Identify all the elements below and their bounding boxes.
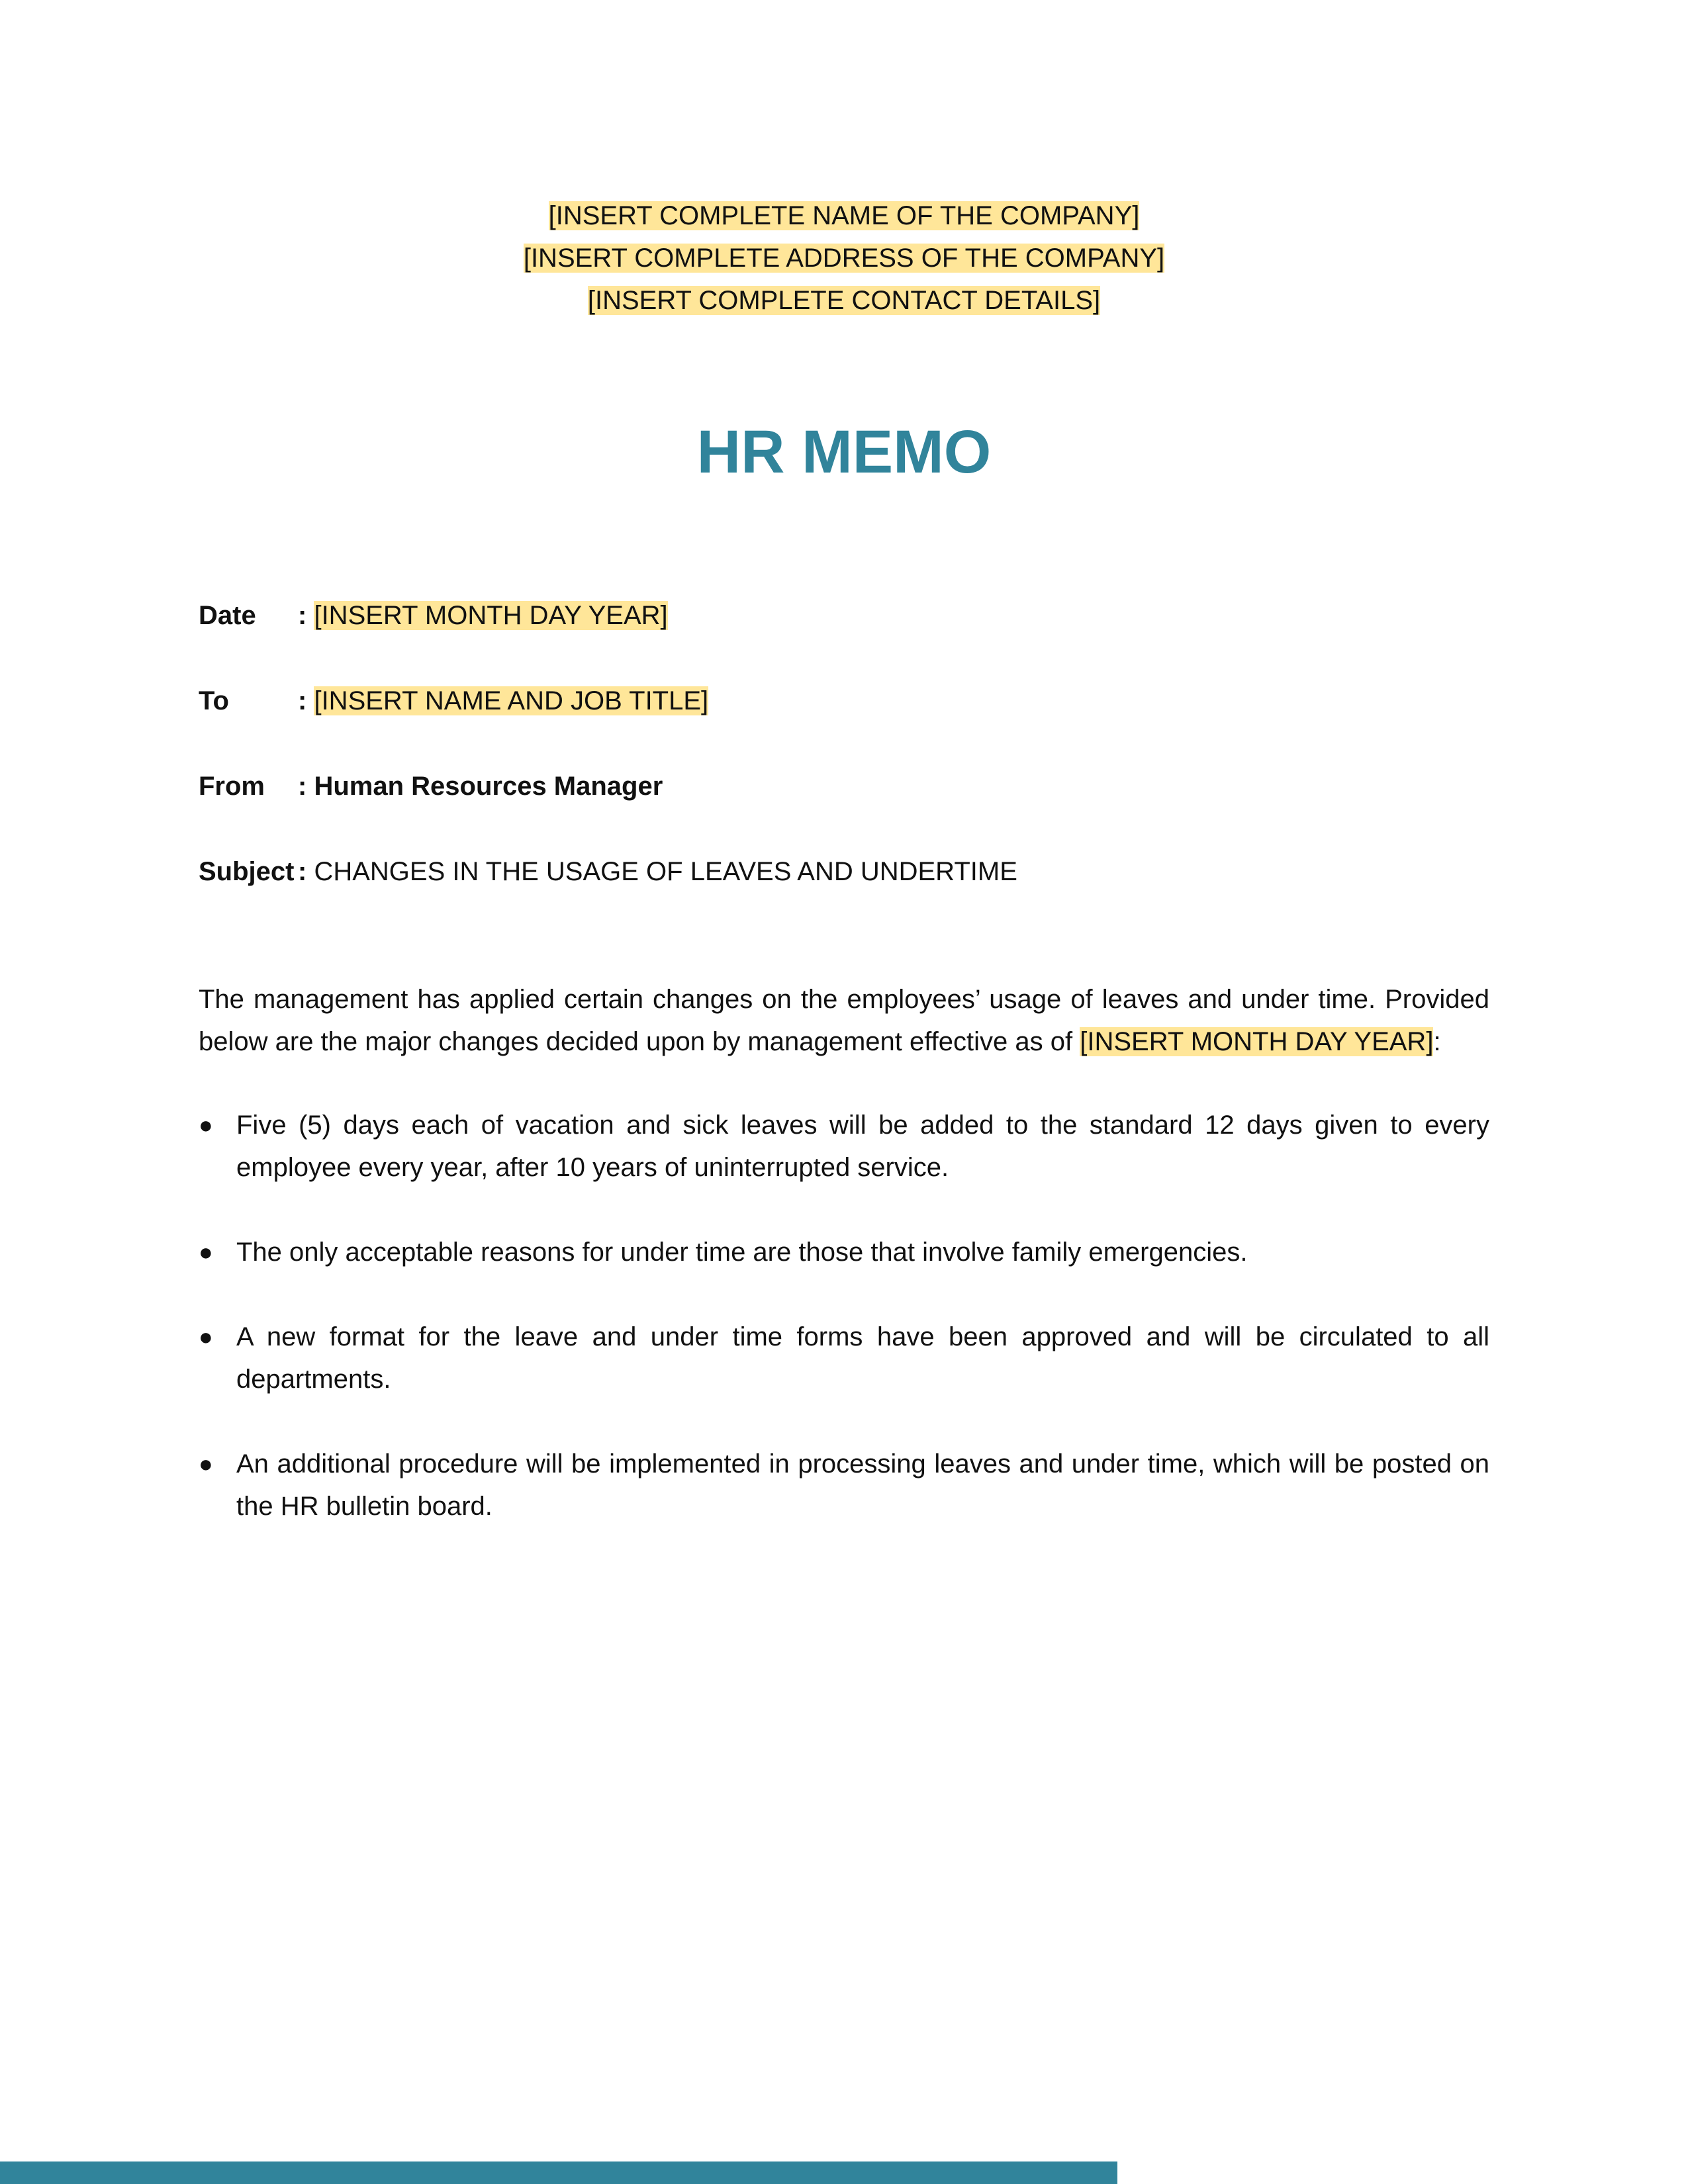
date-separator: : <box>298 601 307 630</box>
company-header <box>0 195 1688 322</box>
bullet-icon: ● <box>199 1111 213 1138</box>
list-item-text: An additional procedure will be implemented in processing leaves and under time, which will be posted on the HR bulletin board. <box>236 1449 1489 1521</box>
from-separator: : <box>298 772 307 801</box>
memo-title: HR MEMO <box>696 418 992 486</box>
intro-paragraph <box>199 978 1489 1063</box>
list-item <box>199 1316 1489 1400</box>
bullet-icon: ● <box>199 1323 213 1350</box>
list-item <box>199 1443 1489 1527</box>
to-field <box>199 681 708 721</box>
list-item-text: Five (5) days each of vacation and sick leaves will be added to the standard 12 days given to every employee every year, after 10 years of uninterrupted service. <box>236 1111 1489 1182</box>
company-address-placeholder: [INSERT COMPLETE ADDRESS OF THE COMPANY] <box>523 244 1165 273</box>
subject-label: Subject <box>199 857 295 886</box>
intro-date-placeholder: [INSERT MONTH DAY YEAR] <box>1080 1027 1434 1056</box>
footer-accent-bar <box>0 2161 1117 2184</box>
to-separator: : <box>298 686 307 715</box>
bullet-icon: ● <box>199 1450 213 1477</box>
from-field <box>199 766 663 806</box>
intro-text: The management has applied certain changes on the employees’ usage of leaves and under time. Provided below are the major changes decided upon by management effective as of <box>199 985 1489 1056</box>
date-field <box>199 596 668 635</box>
date-label: Date <box>199 601 256 630</box>
from-label: From <box>199 772 265 801</box>
list-item <box>199 1104 1489 1189</box>
to-label: To <box>199 686 229 715</box>
contact-details-placeholder: [INSERT COMPLETE CONTACT DETAILS] <box>587 286 1101 315</box>
to-value: [INSERT NAME AND JOB TITLE] <box>314 686 709 715</box>
list-item-text: The only acceptable reasons for under time are those that involve family emergencies. <box>236 1238 1248 1267</box>
bullet-icon: ● <box>199 1238 213 1265</box>
list-item-text: A new format for the leave and under time forms have been approved and will be circulated to all departments. <box>236 1322 1489 1394</box>
date-value: [INSERT MONTH DAY YEAR] <box>314 601 668 630</box>
from-value: Human Resources Manager <box>314 772 663 801</box>
intro-end: : <box>1433 1027 1441 1056</box>
changes-list <box>199 1104 1489 1570</box>
list-item <box>199 1231 1489 1273</box>
subject-separator: : <box>298 857 307 886</box>
subject-value: CHANGES IN THE USAGE OF LEAVES AND UNDERTIME <box>314 857 1017 886</box>
subject-field <box>199 852 1017 891</box>
company-name-placeholder: [INSERT COMPLETE NAME OF THE COMPANY] <box>548 201 1140 230</box>
